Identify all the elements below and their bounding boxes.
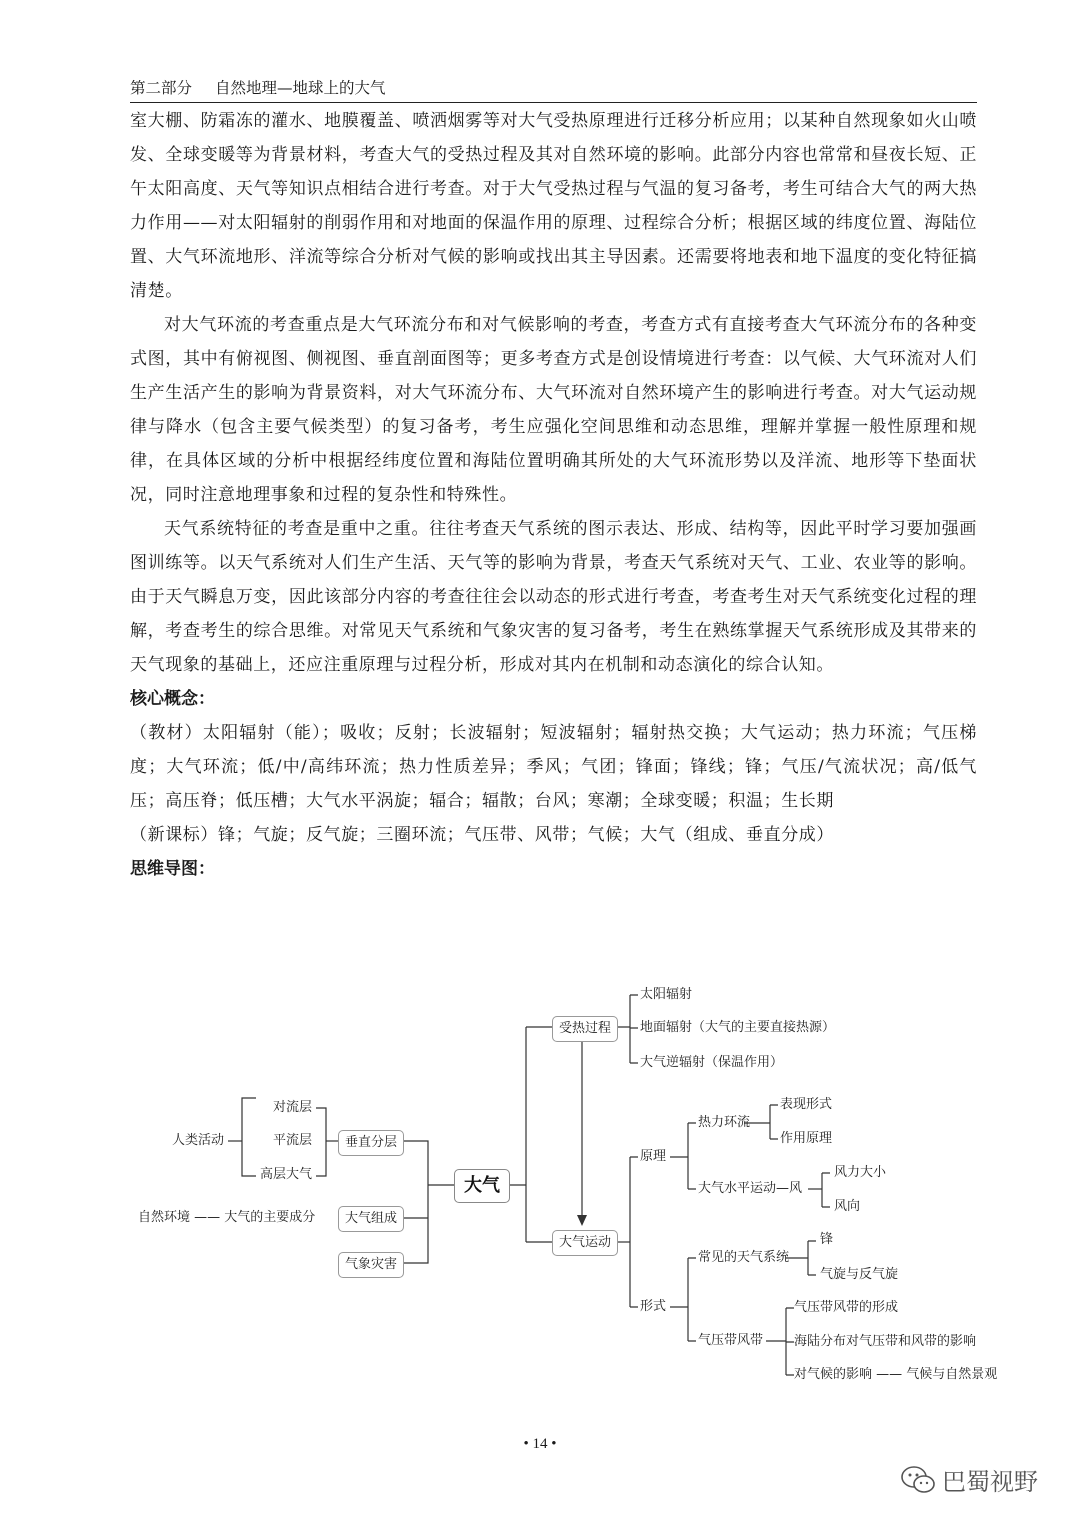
mm-pressure-belts: 气压带风带 (698, 1333, 764, 1348)
core-concepts-new-standard: （新课标）锋；气旋；反气旋；三圈环流；气压带、风带；气候；大气（组成、垂直分成） (130, 825, 834, 845)
mm-counter-radiation: 大气逆辐射（保温作用） (640, 1055, 784, 1070)
mm-horizontal-motion: 大气水平运动—风 (698, 1181, 803, 1196)
wechat-icon (900, 1465, 936, 1495)
mm-mechanism: 作用原理 (780, 1131, 833, 1146)
mm-atmospheric-motion: 大气运动 (552, 1230, 618, 1256)
mm-thermal-circulation: 热力环流 (698, 1115, 751, 1130)
mm-belts-formation: 气压带风带的形成 (794, 1300, 899, 1315)
mm-dash-2: —— (876, 1367, 903, 1382)
header-title: 自然地理—地球上的大气 (214, 79, 386, 97)
core-concepts-textbook: （教材）太阳辐射（能）；吸收；反射；长波辐射；短波辐射；辐射热交换；大气运动；热力环流；气压梯度；大气环流；低/中/高纬环流；热力性质差异；季风；气团；锋面；锋线；锋；气压/气流状况；高/低气压；高压脊；低压槽；大气水平涡旋；辐合；辐散；台风；寒潮；全球变暖；积温；生长期 (130, 723, 977, 811)
body-text (130, 104, 977, 886)
paragraph-heating: 室大棚、防霜冻的灌水、地膜覆盖、喷洒烟雾等对大气受热原理进行迁移分析应用；以某种自然现象如火山喷发、全球变暖等为背景材料，考查大气的受热过程及其对自然环境的影响。此部分内容也常常和昼夜长短、正午太阳高度、天气等知识点相结合进行考查。对于大气受热过程与气温的复习备考，考生可结合大气的两大热力作用——对太阳辐射的削弱作用和对地面的保温作用的原理、过程综合分析；根据区域的纬度位置、海陆位置、大气环流地形、洋流等综合分析对气候的影响或找出其主导因素。还需要将地表和地下温度的变化特征搞清楚。 (130, 111, 977, 301)
mm-natural-env-label: 自然环境 (138, 1210, 191, 1225)
mm-natural-environment (138, 1209, 315, 1227)
mm-center-atmosphere: 大气 (454, 1169, 510, 1203)
mm-form: 形式 (640, 1299, 667, 1314)
mm-manifestation: 表现形式 (780, 1097, 833, 1112)
mm-upper-atmosphere: 高层大气 (260, 1167, 313, 1182)
mm-principle: 原理 (640, 1149, 667, 1164)
core-concepts-heading: 核心概念： (130, 689, 215, 709)
paragraph-circulation: 对大气环流的考查重点是大气环流分布和对气候影响的考查，考查方式有直接考查大气环流分布的各种变式图，其中有俯视图、侧视图、垂直剖面图等；更多考查方式是创设情境进行考查：以气候、大气环流对人们生产生活产生的影响为背景资料，对大气环流分布、大气环流对自然环境产生的影响进行考查。对大气运动规律与降水（包含主要气候类型）的复习备考，考生应强化空间思维和动态思维，理解并掌握一般性原理和规律，在具体区域的分析中根据经纬度位置和海陆位置明确其所处的大气环流形势以及洋流、地形等下垫面状况，同时注意地理事象和过程的复杂性和特殊性。 (130, 315, 977, 505)
mind-map (130, 975, 1010, 1395)
mindmap-heading: 思维导图： (130, 859, 215, 879)
paragraph-weather-systems: 天气系统特征的考查是重中之重。往往考查天气系统的图示表达、形成、结构等，因此平时学习要加强画图训练等。以天气系统对人们生产生活、天气等的影响为背景，考查天气系统对天气、工业、农业等的影响。由于天气瞬息万变，因此该部分内容的考查往往会以动态的形式进行考查，考查考生对天气系统变化过程的理解，考查考生的综合思维。对常见天气系统和气象灾害的复习备考，考生在熟练掌握天气系统形成及其带来的天气现象的基础上，还应注重原理与过程分析，形成对其内在机制和动态演化的综合认知。 (130, 519, 977, 675)
mm-ground-radiation: 地面辐射（大气的主要直接热源） (640, 1020, 836, 1035)
mm-land-sea-influence: 海陆分布对气压带和风带的影响 (794, 1334, 977, 1349)
mm-climate-impact-label: 对气候的影响 (794, 1367, 873, 1382)
running-header (130, 78, 977, 103)
mm-solar-radiation: 太阳辐射 (640, 987, 693, 1002)
mm-main-components: 大气的主要成分 (224, 1210, 316, 1225)
header-part: 第二部分 (130, 79, 193, 97)
mm-weather-systems: 常见的天气系统 (698, 1250, 790, 1265)
mm-wind-force: 风力大小 (834, 1165, 887, 1180)
mm-disasters: 气象灾害 (338, 1252, 404, 1278)
watermark-text: 巴蜀视野 (942, 1468, 1038, 1496)
mm-climate-landscape: 气候与自然景观 (906, 1367, 998, 1382)
mm-stratosphere: 平流层 (273, 1133, 313, 1148)
mm-heating-process: 受热过程 (552, 1016, 618, 1042)
page-number: • 14 • (523, 1436, 557, 1452)
mm-vertical-layers: 垂直分层 (338, 1130, 404, 1156)
mm-composition: 大气组成 (338, 1206, 404, 1232)
mm-cyclone: 气旋与反气旋 (820, 1267, 899, 1282)
watermark (900, 1462, 1038, 1497)
mm-front: 锋 (820, 1232, 834, 1247)
mm-climate-impact (794, 1366, 997, 1384)
mm-troposphere: 对流层 (273, 1100, 313, 1115)
mm-human-activity: 人类活动 (172, 1133, 225, 1148)
mm-dash-1: —— (194, 1210, 221, 1225)
mm-wind-direction: 风向 (834, 1199, 861, 1214)
